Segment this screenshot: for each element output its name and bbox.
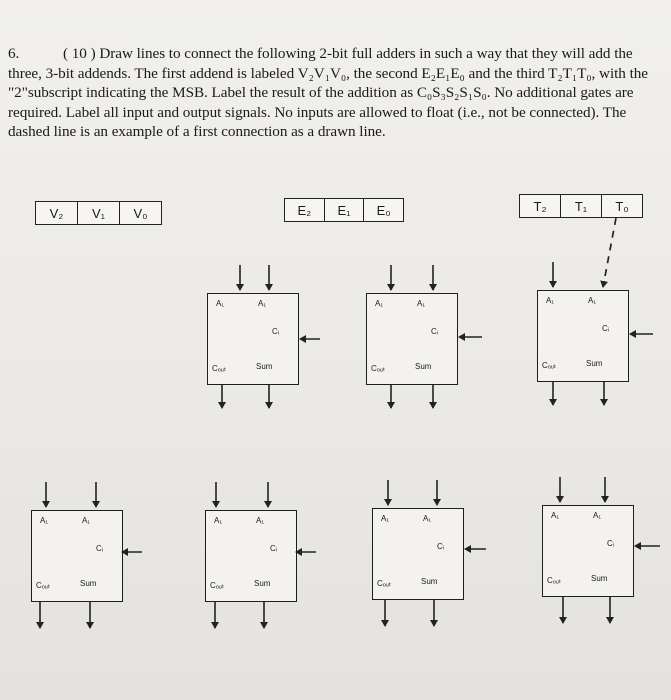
carry-out-label: Cₒᵤₜ [36, 581, 51, 590]
register-e-cell-1: E₁ [324, 199, 364, 221]
input-a1-label: A₁ [375, 299, 384, 308]
carry-out-label: Cₒᵤₜ [210, 581, 225, 590]
sum-label: Sum [256, 362, 273, 371]
input-a0-label: A₁ [588, 296, 597, 305]
carry-out-label: Cₒᵤₜ [377, 579, 392, 588]
register-v-cell-2: V₂ [49, 205, 64, 221]
carry-in-label: Cᵢ [602, 324, 610, 333]
register-t-cell-0: T₀ [601, 195, 642, 217]
question-number: 6. [8, 45, 20, 62]
register-t-cell-2: T₂ [533, 198, 547, 214]
input-a1-label: A₁ [214, 516, 223, 525]
input-a0-label: A₁ [417, 299, 426, 308]
input-a1-label: A₁ [381, 514, 390, 523]
carry-in-label: Cᵢ [270, 544, 278, 553]
carry-in-label: Cᵢ [96, 544, 104, 553]
input-a1-label: A₁ [40, 516, 49, 525]
example-dashed-connection [603, 218, 616, 287]
input-a0-label: A₁ [423, 514, 432, 523]
input-a0-label: A₁ [593, 511, 602, 520]
input-a0-label: A₁ [82, 516, 91, 525]
carry-in-label: Cᵢ [607, 539, 615, 548]
sum-label: Sum [254, 579, 271, 588]
input-a1-label: A₁ [546, 296, 555, 305]
register-e-cell-2: E₂ [297, 202, 312, 218]
carry-out-label: Cₒᵤₜ [547, 576, 562, 585]
input-a0-label: A₁ [258, 299, 267, 308]
sum-label: Sum [586, 359, 603, 368]
input-a1-label: A₁ [216, 299, 225, 308]
sum-label: Sum [80, 579, 97, 588]
input-a1-label: A₁ [551, 511, 560, 520]
carry-out-label: Cₒᵤₜ [371, 364, 386, 373]
sum-label: Sum [591, 574, 608, 583]
carry-out-label: Cₒᵤₜ [542, 361, 557, 370]
input-a0-label: A₁ [256, 516, 265, 525]
register-v-cell-0: V₀ [119, 202, 161, 224]
carry-in-label: Cᵢ [431, 327, 439, 336]
question-body: ( 10 ) Draw lines to connect the following 2-bit full adders in such a way that they will add the three, 3-bit addends. The first addend is labeled V₂V₁V₀, the second E₂E₁E₀ and the third T₂T₁T₀, with the "2"subscript indicating the MSB. Label the result of the addition as C₀S₃S₂S₁S₀. No additional gates are required. Label all input and output signals. No inputs are allowed to float (i.e., not be connected). The dashed line is an example of a first connection as a drawn line. [8, 45, 648, 140]
carry-in-label: Cᵢ [272, 327, 280, 336]
sum-label: Sum [421, 577, 438, 586]
carry-in-label: Cᵢ [437, 542, 445, 551]
register-t-cell-1: T₁ [560, 195, 601, 217]
carry-out-label: Cₒᵤₜ [212, 364, 227, 373]
sum-label: Sum [415, 362, 432, 371]
register-v-cell-1: V₁ [77, 202, 119, 224]
register-e-cell-0: E₀ [363, 199, 403, 221]
